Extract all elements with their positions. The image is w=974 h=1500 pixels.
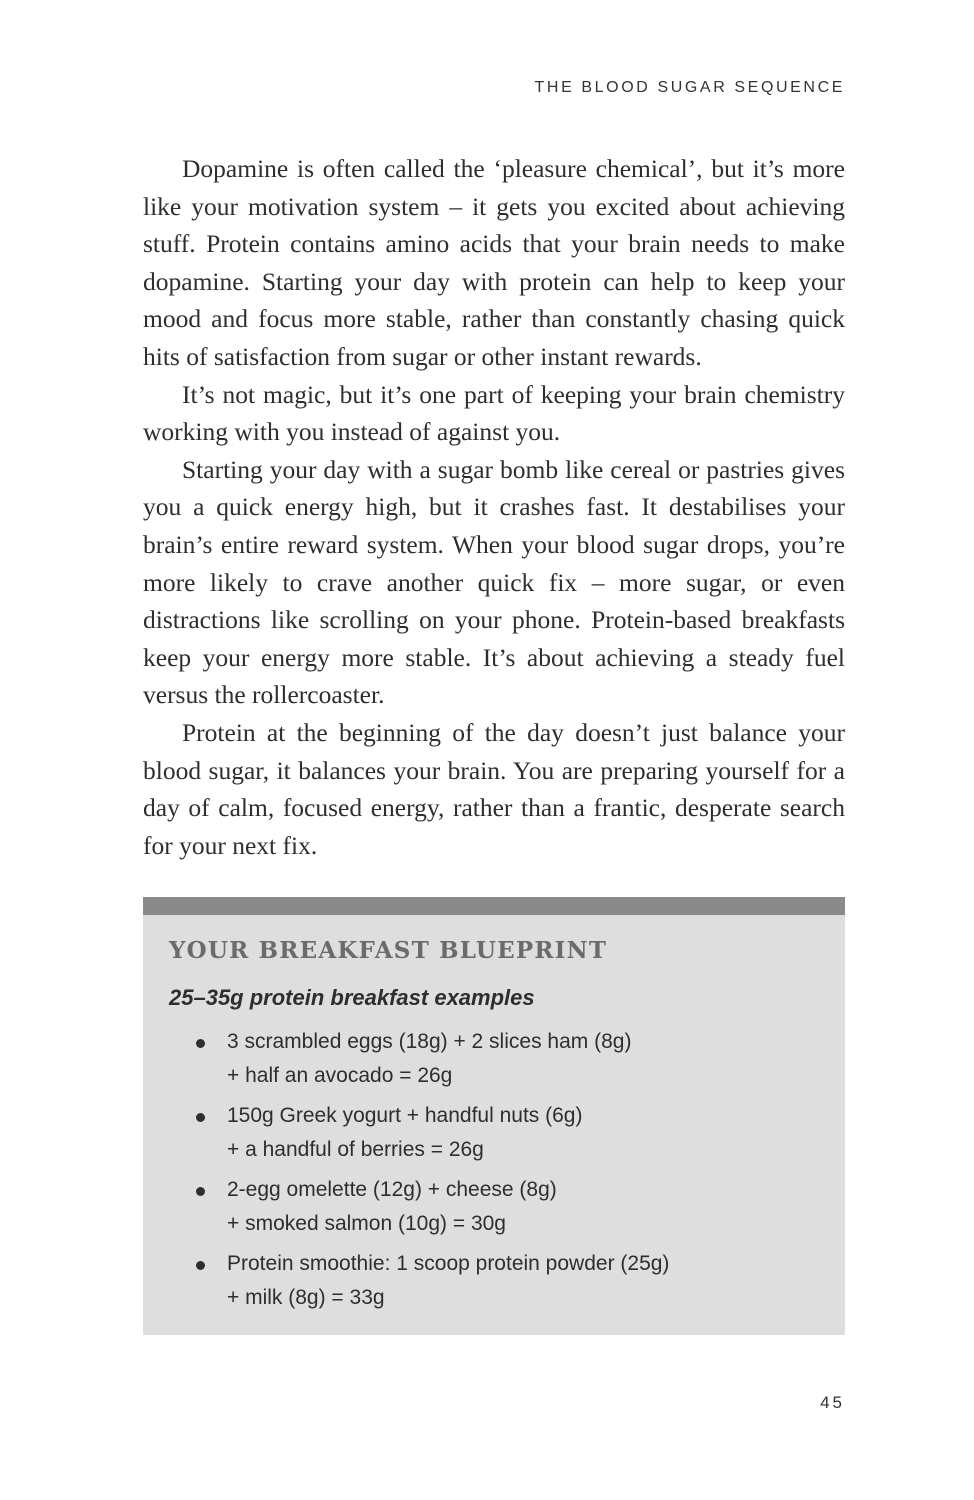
list-item-line: 3 scrambled eggs (18g) + 2 slices ham (8g) xyxy=(227,1030,632,1053)
list-item-line: + half an avocado = 26g xyxy=(227,1064,453,1087)
list-item-line: 2-egg omelette (12g) + cheese (8g) xyxy=(227,1178,557,1201)
body-text xyxy=(143,150,845,864)
bullet-icon xyxy=(196,1261,205,1270)
list-item xyxy=(143,1099,669,1167)
list-item-line: + smoked salmon (10g) = 30g xyxy=(227,1212,506,1235)
breakfast-blueprint-box xyxy=(143,897,845,1335)
box-header-bar xyxy=(143,897,845,915)
paragraph: Starting your day with a sugar bomb like cereal or pastries gives you a quick energy high, but it crashes fast. It destabilises your brain’s entire reward system. When your blood sugar drops, you’re more likely to crave another quick fix – more sugar, or even distractions like scrolling on your phone. Protein-based breakfasts keep your energy more stable. It’s about achieving a steady fuel versus the rollercoaster. xyxy=(143,454,845,710)
list-item-line: Protein smoothie: 1 scoop protein powder (25g) xyxy=(227,1252,670,1275)
bullet-icon xyxy=(196,1113,205,1122)
bullet-icon xyxy=(196,1039,205,1048)
box-subtitle: 25–35g protein breakfast examples xyxy=(169,985,535,1010)
list-item xyxy=(143,1025,669,1093)
paragraph: Dopamine is often called the ‘pleasure chemical’, but it’s more like your motivation system – it gets you excited about achieving stuff. Protein contains amino acids that your brain needs to make dopamine. Starting your day with protein can help to keep your mood and focus more stable, rather than constantly chasing quick hits of satisfaction from sugar or other instant rewards. xyxy=(143,154,845,371)
list-item xyxy=(143,1247,669,1315)
page-number: 45 xyxy=(820,1393,845,1412)
bullet-icon xyxy=(196,1187,205,1196)
list-item-line: + a handful of berries = 26g xyxy=(227,1138,484,1161)
paragraph: It’s not magic, but it’s one part of keeping your brain chemistry working with you instead of against you. xyxy=(143,379,845,447)
paragraph: Protein at the beginning of the day doesn’t just balance your blood sugar, it balances your brain. You are preparing yourself for a day of calm, focused energy, rather than a frantic, desperate search for your next fix. xyxy=(143,717,845,860)
list-item xyxy=(143,1173,669,1241)
running-head: THE BLOOD SUGAR SEQUENCE xyxy=(534,79,845,96)
list-item-line: + milk (8g) = 33g xyxy=(227,1286,385,1309)
breakfast-list xyxy=(143,1025,669,1321)
list-item-line: 150g Greek yogurt + handful nuts (6g) xyxy=(227,1104,583,1127)
box-title: YOUR BREAKFAST BLUEPRINT xyxy=(169,937,608,964)
